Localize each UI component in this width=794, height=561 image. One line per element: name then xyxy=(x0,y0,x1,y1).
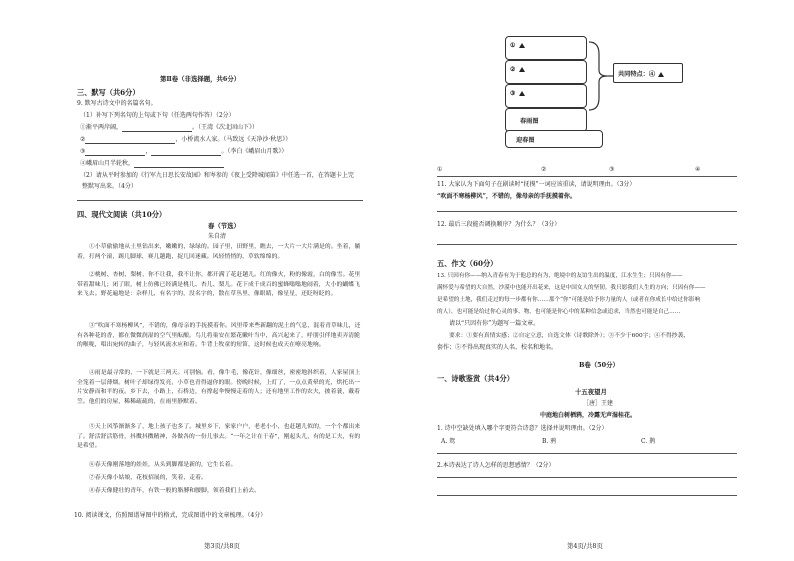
answer-line-b2 xyxy=(437,477,737,478)
article-paragraph-3: ③“吹面不寒杨柳风”，不错的，像母亲的手抚摸着你。风里带来些新翻的泥土的气息，混着青草味儿，还有各种花的香，都在微微润湿的空气里酝酿。鸟儿将巢安在繁花嫩叶当中，高兴起来了，呼朋引伴地卖弄清脆的喉咙，唱出宛转的曲子，与轻风流水应和着。牛背上牧童的短笛，这时候也成天在嘹亮地响。 xyxy=(77,323,361,349)
question-9-part-1: （1）补写下列名句的上句或下句（任选两句作答）（2分） xyxy=(80,112,235,119)
section-heading-dictation: 三、默写（共6分） xyxy=(77,88,140,97)
article-paragraph-7: ⑦春天像小姑娘，花枝招展的，笑着，走着。 xyxy=(89,475,207,481)
diagram-box-3: ③ xyxy=(505,84,587,108)
option-c: C. 鹊 xyxy=(641,438,656,445)
triangle-icon xyxy=(519,91,525,96)
composition-requirements-2: 套作；⑤不得出现真实的人名、校名和地名。 xyxy=(437,344,558,351)
poem-line: 中庭地白树栖鸦，冷露无声湿桂花。 xyxy=(540,412,637,419)
section-title: 第Ⅱ卷（非选择题，共6分） xyxy=(160,75,241,83)
question-13-prompt: 请以“只因有你”为题写一篇文章。 xyxy=(449,320,540,327)
poem-title: 十五夜望月 xyxy=(575,388,607,396)
diagram-box-1: ① xyxy=(505,36,587,60)
diagram-box-welcome-spring: 迎春图 xyxy=(505,130,603,148)
article-paragraph-6: ⑥春天像刚落地的娃娃，从头到脚都是新的，它生长着。 xyxy=(89,462,237,468)
page-footer-left: 第3页/共8页 xyxy=(204,542,240,550)
answer-line-10 xyxy=(437,176,737,177)
option-b: B. 鸦 xyxy=(542,438,557,445)
option-a: A. 鸳 xyxy=(441,438,456,445)
article-paragraph-5: ⑤天上风筝渐渐多了，地上孩子也多了。城里乡下，家家户户，老老小小，也赶趟儿似的，一个个都出来了。舒活舒活筋骨，抖擞抖擞精神，各做各的一份儿事去。“一年之计在于春”，刚起头儿，有的是工夫，有的是希望。 xyxy=(77,424,361,450)
diagram-box-spring-rain: 春雨图 xyxy=(505,108,587,132)
article-paragraph-8: ⑧春天像健壮的青年，有铁一般的胳膊和腰脚，领着我们上前去。 xyxy=(89,488,261,494)
question-11: 11. 大家认为下面句子在剧读时“抚摸”一词应该重读，请说明理由。（3分） xyxy=(437,181,636,188)
diagram-box-common: 共同特点：④ xyxy=(613,63,683,83)
fill-line-3: ③ ， 。（李白《峨眉山月歌》） xyxy=(80,148,288,155)
question-9: 9. 默写古诗文中的名篇名句。 xyxy=(77,100,157,107)
section-heading-reading: 四、现代文阅读（共10分） xyxy=(77,210,167,219)
article-paragraph-1: ①小草偷偷地从土里钻出来，嫩嫩的，绿绿的。园子里，田野里，瞧去，一大片一大片满是的。坐着，躺着，打两个滚，踢几脚球，赛几趟跑，捉几回迷藏。风轻悄悄的，草软绵绵的。 xyxy=(77,244,361,260)
question-b1: 1. 诗中空缺处填入哪个字更符合诗意？选择并说明理由。（2分） xyxy=(437,425,608,432)
answer-line-12 xyxy=(437,244,737,245)
part-b-heading: B卷（50分） xyxy=(579,361,619,369)
question-11-quote: “吹面不寒杨柳风”，不错的，像母亲的手抚摸着你。 xyxy=(437,193,576,200)
triangle-icon xyxy=(519,43,525,48)
question-13-line-1: 13. 只因有你——纳入青春有为于他总的有为，绝境中的友谊生出的温度，江水生生；只因有你—— xyxy=(437,273,683,279)
fill-line-2: ② ，小桥流水人家。（马致远《天净沙·秋思》） xyxy=(80,136,292,143)
question-b2: 2.本诗表达了诗人怎样的思想感情？（2分） xyxy=(437,462,555,469)
question-13-line-2: 满怀爱与希望的大自然，沙漠中也能开出花来，这是中国女人的坚韧。我只愿我们人生的方向；只因有你—— xyxy=(437,285,706,291)
section-heading-composition: 五、作文（60分） xyxy=(437,259,498,268)
diagram-box-2: ② xyxy=(505,60,587,84)
article-paragraph-4: ④雨是最寻常的，一下就是三两天。可别恼。看，像牛毛，像花针，像细丝，密密地斜织着，人家屋顶上全笼着一层薄烟。树叶子却绿得发亮，小草也青得逼你的眼。傍晚时候，上灯了，一点点黄晕的光，烘托出一片安静而和平的夜。乡下去，小路上，石桥边，有撑起伞慢慢走着的人；还有地里工作的农夫，披着蓑，戴着笠。他们的房屋，稀稀疏疏的，在雨里静默着。 xyxy=(77,370,361,405)
answer-line-11 xyxy=(437,211,737,212)
page-footer-right: 第4页/共8页 xyxy=(567,542,603,550)
fill-line-1: ①渐平两岸阔， 。（王湾《次北固山下》） xyxy=(80,124,259,131)
triangle-icon xyxy=(519,67,525,72)
article-title: 春（节选） xyxy=(208,222,240,230)
question-9-part-2-a: （2）请从平时参加的《行军九日思长安故园》和岑参的《夜上受降城闻笛》中任选一首，在答题卡上完 xyxy=(80,172,354,179)
question-13-line-4: 的人），也可能是给过你心灵的事、物，也可能是你心中的某种信念或追求，当然也可能是自己…… xyxy=(437,309,681,315)
article-paragraph-2: ②桃树、杏树、梨树，你不让我，我不让你，都开满了花赶趟儿。红的像火，粉的像霞，白的像雪。花里带着甜味儿；闭了眼，树上仿佛已经满是桃儿、杏儿、梨儿。花下成千成百的蜜蜂嗡嗡地闹着，大小的蝴蝶飞来飞去。野花遍地是：杂样儿，有名字的，没名字的，散在草丛里，像眼睛，像星星，还眨呀眨的。 xyxy=(77,272,361,298)
question-9-part-2-b: 整默写出来。（4分） xyxy=(82,183,137,190)
answer-line xyxy=(77,200,363,201)
section-heading-poetry: 一、诗歌鉴赏（共4分） xyxy=(437,374,514,383)
question-10: 10. 阅读课文，仿照图谱导图中的格式，完成图谱中的文章梳理。（4分） xyxy=(74,512,267,519)
right-page: ① ② ③ 春雨图 迎春图 共同特点：④ ① ② ③ ④ 11. 大家认为下面句子在剧读时“抚摸”一词应该重读，请说明理由。（3分） “吹面不寒杨柳风”，不错的，像母亲的手抚摸着你。 12. 最后三段能否调换顺序？为什么？（3分） 五、作文（60分） 13. 只因有你——纳入青春有为于他总的有为，绝境中的友谊生出的温度，江水生生；只因有你—— 满怀爱与希望的大自然，沙漠中也能开出花来，这是中国女人的坚韧。我只愿我们人生的方向；只因有你—— 是希望的土地，我们走过的每一步都有你……那个“你”可能是给予你力量的人（或者在你成长中给过你影响 的人），也可能是给过你心灵的事、物，也可能是你心中的某种信念或追求，当然也可能是自己…… 请以“只因有你”为题写一篇文章。 要求：①要有真情实感；②自定立意，自选文体（诗歌除外）；③不少于600字；④不得抄袭、 套作；⑤不得出现真实的人名、校名和地名。 B卷（50分） 一、诗歌鉴赏（共4分） 十五夜望月 ［唐］王建 中庭地白树栖鸦，冷露无声湿桂花。 1. 诗中空缺处填入哪个字更符合诗意？选择并说明理由。（2分） A. 鸳 B. 鸦 C. 鹊 2.本诗表达了诗人怎样的思想感情？（2分） 第4页/共8页 xyxy=(397,0,794,561)
answer-line-b2-2 xyxy=(437,495,737,496)
question-13-line-3: 是希望的土地，我们走过的每一步都有你……那个“你”可能是给予你力量的人（或者在你成长中给过你影响 xyxy=(437,297,701,303)
answer-line-b1 xyxy=(437,453,737,454)
article-author: 朱自清 xyxy=(208,233,227,240)
fill-line-4: ④峨眉山月半轮秋， xyxy=(80,160,224,168)
poem-author: ［唐］王建 xyxy=(583,400,614,407)
composition-requirements: 要求：①要有真情实感；②自定立意，自选文体（诗歌除外）；③不少于600字；④不得抄袭、 xyxy=(449,333,690,339)
question-12: 12. 最后三段能否调换顺序？为什么？（3分） xyxy=(437,221,561,228)
triangle-icon xyxy=(658,72,664,77)
